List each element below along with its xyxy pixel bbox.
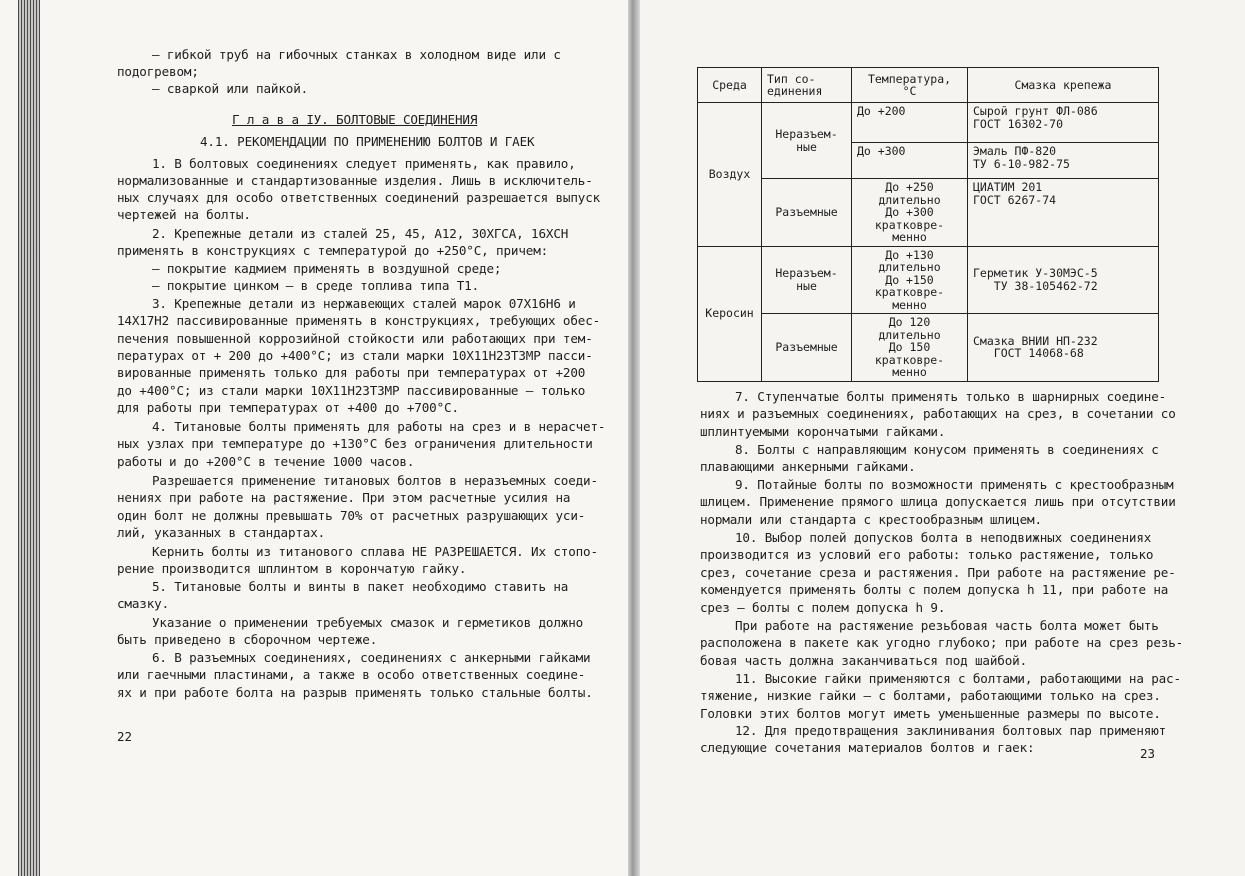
text-line: пературах от + 200 до +400°С; из стали марки 10Х11Н23Т3МР пасси- [117,348,593,363]
text-line: печения повышенной коррозийной стойкости или работающих при тем- [117,331,593,346]
text-line: до +400°С; из стали марки 10Х11Н23Т3МР пассивированные – только [117,383,586,398]
text-line: – гибкой труб на гибочных станках в холодном виде или с [152,47,561,62]
text-line: работы и до +200°С в течение 1000 часов. [117,454,415,469]
text-line: нениях при работе на растяжение. При этом расчетные усилия на [117,490,571,505]
text-line: ных случаях для особо ответственных соединений разрешается выпуск [117,190,601,205]
text-line: срез – болты с полем допуска h 9. [700,600,946,615]
temp-cell: До 120 длительно До 150 кратковре- менно [852,314,968,382]
header-lubricant: Смазка крепежа [968,68,1159,103]
lube-cell: Эмаль ПФ-820 ТУ 6-10-982-75 [968,143,1159,179]
temp-cell: До +130 длительно До +150 кратковре- менно [852,246,968,314]
text-line: ях и при работе болта на разрыв применять только стальные болты. [117,685,593,700]
page-number: 23 [1140,746,1156,761]
text-line: расположена в пакете как угодно глубоко; при работе на срез резь- [700,635,1184,650]
text-line: один болт не должны превышать 70% от расчетных разрушающих уси- [117,508,586,523]
header-environment: Среда [698,68,762,103]
type-cell: Неразъем- ные [762,246,852,314]
type-cell: Неразъем- ные [762,103,852,179]
table-row [698,103,1159,143]
text-line: срез, сочетание среза и растяжения. При работе на растяжение ре- [700,565,1176,580]
section-heading: 4.1. РЕКОМЕНДАЦИИ ПО ПРИМЕНЕНИЮ БОЛТОВ И ГАЕК [200,134,535,149]
fastener-lubricant-table [697,67,1159,382]
header-connection-type: Тип со- единения [762,68,852,103]
text-line: комендуется применять болты с полем допуска h 11, при работе на [700,582,1169,597]
text-line: чертежей на болты. [117,207,251,222]
text-line: тяжение, низкие гайки – с болтами, работающими только на срез. [700,688,1161,703]
text-line: лий, указанных в стандартах. [117,525,326,540]
table-row [698,314,1159,382]
text-line: шлицем. Применение прямого шлица допускается лишь при отсутствии [700,494,1176,509]
book-edge [18,0,40,876]
table-header-row [698,68,1159,103]
text-line: быть приведено в сборочном чертеже. [117,632,378,647]
text-line: 3. Крепежные детали из нержавеющих сталей марок 07Х16Н6 и [152,296,576,311]
text-line: смазку. [117,596,170,611]
text-line: – сваркой или пайкой. [152,81,309,96]
text-line: или гаечными пластинами, а также в особо ответственных соедине- [117,667,586,682]
text-line: плавающими анкерными гайками. [700,459,916,474]
table-row [698,179,1159,247]
text-line: 9. Потайные болты по возможности применять с крестообразным [735,477,1174,492]
text-line: 1. В болтовых соединениях следует применять, как правило, [152,156,576,171]
type-cell: Разъемные [762,179,852,247]
header-temperature: Температура, °С [852,68,968,103]
table-row [698,246,1159,314]
text-line: следующие сочетания материалов болтов и гаек: [700,740,1035,755]
text-line: Указание о применении требуемых смазок и герметиков должно [152,615,584,630]
text-line: подогревом; [117,64,199,79]
text-line: 12. Для предотвращения заклинивания болтовых пар применяют [735,723,1167,738]
text-line: 11. Высокие гайки применяются с болтами, работающими на рас- [735,671,1181,686]
chapter-heading: Г л а в а IУ. БОЛТОВЫЕ СОЕДИНЕНИЯ [232,112,478,127]
text-line: нормали или стандарта с крестообразным шлицем. [700,512,1042,527]
text-line: – покрытие кадмием применять в воздушной среде; [152,261,502,276]
text-line: 8. Болты с направляющим конусом применять в соединениях с [735,442,1159,457]
text-line: Кернить болты из титанового сплава НЕ РАЗРЕШАЕТСЯ. Их стопо- [152,544,598,559]
lube-cell: Герметик У-30МЭС-5 ТУ 38-105462-72 [968,246,1159,314]
text-line: вированные применять только для работы при температурах от +200 [117,365,586,380]
temp-cell: До +250 длительно До +300 кратковре- менно [852,179,968,247]
text-line: для работы при температурах от +400 до +700°С. [117,400,459,415]
env-cell-air: Воздух [698,103,762,247]
lube-cell: Сырой грунт ФЛ-086 ГОСТ 16302-70 [968,103,1159,143]
text-line: рение производится шплинтом в корончатую гайку. [117,561,467,576]
text-line: 2. Крепежные детали из сталей 25, 45, А12, 30ХГСА, 16ХСН [152,226,569,241]
book-gutter [628,0,640,876]
text-line: 14Х17Н2 пассивированные применять в конструкциях, требующих обес- [117,313,601,328]
text-line: – покрытие цинком – в среде топлива типа Т1. [152,278,480,293]
type-cell: Разъемные [762,314,852,382]
env-cell-kerosene: Керосин [698,246,762,381]
text-line: бовая часть должна заканчиваться под шайбой. [700,653,1028,668]
lube-cell: ЦИАТИМ 201 ГОСТ 6267-74 [968,179,1159,247]
text-line: Головки этих болтов могут иметь уменьшенные размеры по высоте. [700,706,1161,721]
text-line: 10. Выбор полей допусков болта в неподвижных соединениях [735,530,1152,545]
text-line: применять в конструкциях с температурой до +250°С, причем: [117,243,549,258]
temp-cell: До +300 [852,143,968,179]
lube-cell: Смазка ВНИИ НП-232 ГОСТ 14068-68 [968,314,1159,382]
text-line: шплинтуемыми корончатыми гайками. [700,424,946,439]
text-line: 6. В разъемных соединениях, соединениях с анкерными гайками [152,650,591,665]
text-line: 5. Титановые болты и винты в пакет необходимо ставить на [152,579,569,594]
text-line: Разрешается применение титановых болтов в неразъемных соеди- [152,473,598,488]
text-line: ниях и разъемных соединениях, работающих на срез, в сочетании со [700,406,1176,421]
text-line: нормализованные и стандартизованные изделия. Лишь в исключитель- [117,173,593,188]
text-line: При работе на растяжение резьбовая часть болта может быть [735,618,1159,633]
text-line: 4. Титановые болты применять для работы на срез и в нерасчет- [152,419,606,434]
text-line: 7. Ступенчатые болты применять только в шарнирных соедине- [735,389,1167,404]
temp-cell: До +200 [852,103,968,143]
text-line: ных узлах при температуре до +130°С без ограничения длительности [117,436,593,451]
text-line: производится из условий его работы: только растяжение, только [700,547,1154,562]
page-number: 22 [117,729,133,744]
